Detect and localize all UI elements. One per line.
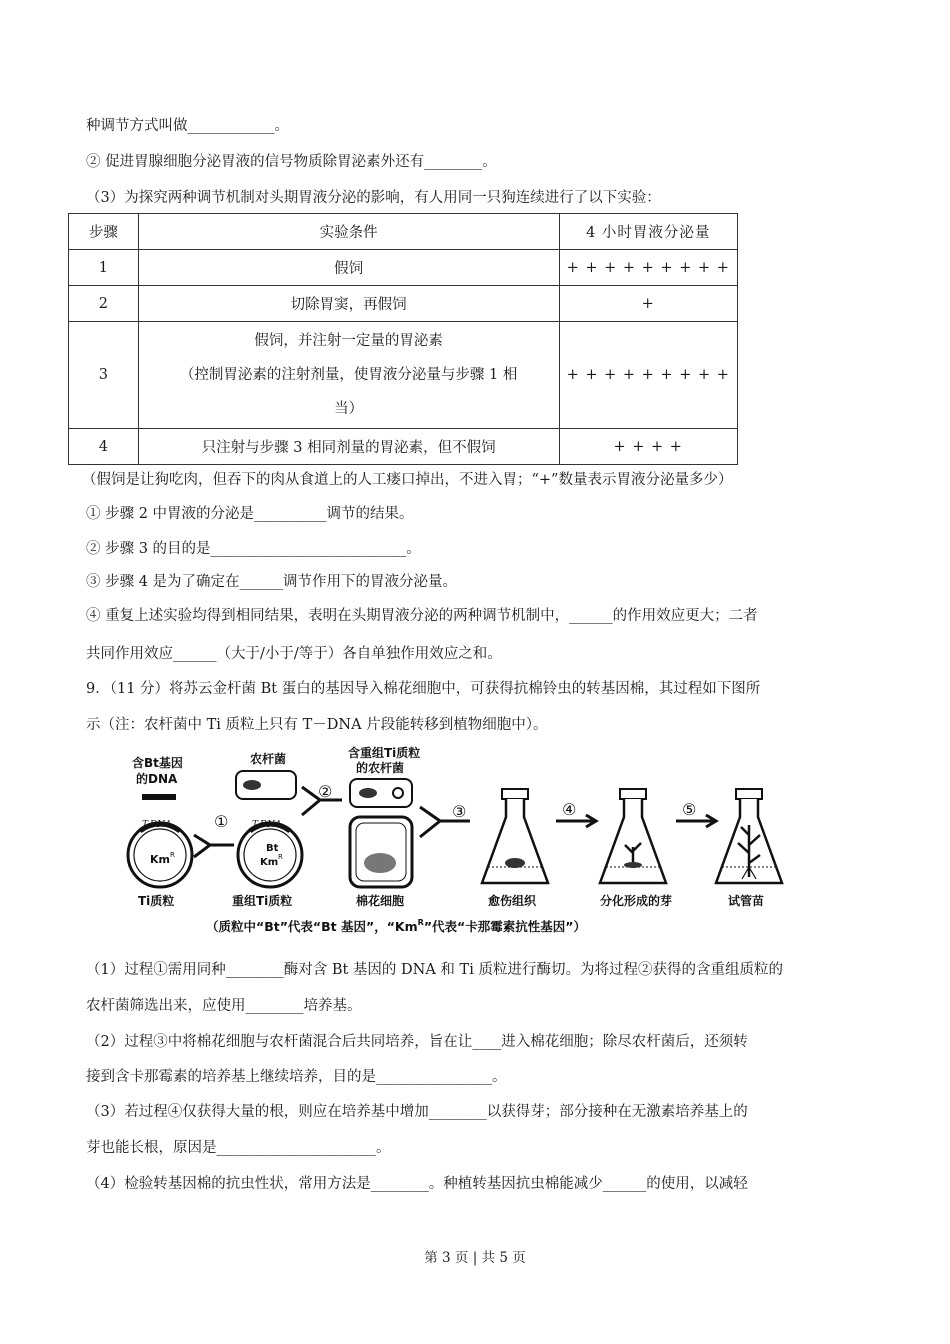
cotton-cell-icon xyxy=(350,817,412,887)
nucleus-icon xyxy=(364,853,396,873)
condition-cell: 切除胃窦，再假饲 xyxy=(138,286,559,322)
q8-sub-1: ① 步骤 2 中胃液的分泌是__________调节的结果。 xyxy=(86,506,414,522)
q9-intro-b: 示（注：农杆菌中 Ti 质粒上只有 T－DNA 片段能转移到植物细胞中）。 xyxy=(86,717,548,733)
q8-sub-4a: ④ 重复上述实验均得到相同结果，表明在头期胃液分泌的两种调节机制中，______的作用效应更大；二者 xyxy=(86,608,758,624)
dna-fragment-icon xyxy=(142,794,176,800)
q9-p1b: 农杆菌筛选出来，应使用________培养基。 xyxy=(86,998,362,1014)
amount-cell: + xyxy=(559,286,737,322)
header-condition: 实验条件 xyxy=(138,214,559,250)
recomb-agro-label-2: 的农杆菌 xyxy=(356,761,405,775)
label-callus: 愈伤组织 xyxy=(488,894,537,908)
step-cell: 1 xyxy=(69,250,139,286)
label-recombinant-plasmid: 重组Ti质粒 xyxy=(232,894,293,908)
km-label: Km xyxy=(150,853,170,866)
table-header-row xyxy=(69,214,738,250)
step-cell: 3 xyxy=(69,322,139,429)
ti-plasmid-icon xyxy=(128,820,192,887)
amount-cell: + + + + xyxy=(559,429,737,465)
label-cotton-cell: 棉花细胞 xyxy=(356,894,405,908)
page-footer: 第 3 页 | 共 5 页 xyxy=(424,1250,526,1266)
figure-caption: （质粒中“Bt”代表“Bt 基因”，“$Km^R$”代表“卡那霉素抗性基因”） xyxy=(206,918,586,934)
q8-sub-3: ③ 步骤 4 是为了确定在______调节作用下的胃液分泌量。 xyxy=(86,574,458,590)
label-buds: 分化形成的芽 xyxy=(600,894,673,908)
step-cell: 4 xyxy=(69,429,139,465)
table-note: （假饲是让狗吃肉，但吞下的肉从食道上的人工瘘口掉出，不进入胃；“+”数量表示胃液分泌量多少） xyxy=(82,472,733,488)
dna-label-1: 含Bt基因 xyxy=(132,756,183,770)
q8-line-b: ② 促进胃腺细胞分泌胃液的信号物质除胃泌素外还有________。 xyxy=(86,154,497,170)
q9-p4a: （4）检验转基因棉的抗虫性状，常用方法是________。种植转基因抗虫棉能减少______的使用，以减轻 xyxy=(86,1176,748,1192)
table-row xyxy=(69,250,738,286)
condition-line: （控制胃泌素的注射剂量，使胃液分泌量与步骤 1 相 xyxy=(179,367,518,383)
table-row xyxy=(69,322,738,429)
step-5-label: ⑤ xyxy=(682,800,697,819)
condition-line: 假饲，并注射一定量的胃泌素 xyxy=(254,333,443,349)
condition-cell xyxy=(138,322,559,429)
condition-cell: 假饲 xyxy=(138,250,559,286)
q9-p3a: （3）若过程④仅获得大量的根，则应在培养基中增加________以获得芽；部分接种在无激素培养基上的 xyxy=(86,1104,748,1120)
tdna-label-2: T-DNA xyxy=(252,820,282,830)
table-row xyxy=(69,429,738,465)
recomb-agro-label-1: 含重组Ti质粒 xyxy=(348,746,421,760)
flask-bud-icon xyxy=(600,789,666,883)
km-sup-label-2: R xyxy=(278,853,283,861)
header-amount: 4 小时胃液分泌量 xyxy=(559,214,737,250)
dna-label-2: 的DNA xyxy=(136,772,178,786)
q9-p2a: （2）过程③中将棉花细胞与农杆菌混合后共同培养，旨在让____进入棉花细胞；除尽农杆菌后，还须转 xyxy=(86,1034,748,1050)
q8-line-a: 种调节方式叫做____________。 xyxy=(86,118,289,134)
step-1-label: ① xyxy=(214,812,229,831)
amount-cell: + + + + + + + + + xyxy=(559,322,737,429)
q9-p3b: 芽也能长根，原因是______________________。 xyxy=(86,1140,391,1156)
step-3-label: ③ xyxy=(452,802,467,821)
q8-line-c: （3）为探究两种调节机制对头期胃液分泌的影响，有人用同一只狗连续进行了以下实验： xyxy=(86,190,661,206)
flask-plantlet-icon xyxy=(716,789,782,883)
step-2-label: ② xyxy=(318,782,333,801)
label-plantlet: 试管苗 xyxy=(728,894,765,908)
km-sup-label: R xyxy=(170,851,175,859)
amount-cell: + + + + + + + + + xyxy=(559,250,737,286)
agro-chromosome-icon xyxy=(243,780,261,790)
q9-intro-a: 9．（11 分）将苏云金杆菌 Bt 蛋白的基因导入棉花细胞中，可获得抗棉铃虫的转基因棉，其过程如下图所 xyxy=(86,681,761,697)
condition-cell: 只注射与步骤 3 相同剂量的胃泌素，但不假饲 xyxy=(138,429,559,465)
table-row xyxy=(69,286,738,322)
q9-p2b: 接到含卡那霉素的培养基上继续培养，目的是________________。 xyxy=(86,1069,507,1085)
tdna-label: T-DNA xyxy=(142,820,172,830)
experiment-table xyxy=(68,213,738,465)
q8-sub-2: ② 步骤 3 的目的是___________________________。 xyxy=(86,541,421,557)
agro-label: 农杆菌 xyxy=(250,752,287,766)
merge-arrow-icon xyxy=(194,835,234,857)
flask-callus-icon xyxy=(482,789,548,883)
label-ti-plasmid: Ti质粒 xyxy=(138,894,175,908)
q9-p1a: （1）过程①需用同种________酶对含 Bt 基因的 DNA 和 Ti 质粒进行酶切。为将过程②获得的含重组质粒的 xyxy=(86,962,783,978)
bt-label: Bt xyxy=(266,843,279,854)
header-step: 步骤 xyxy=(69,214,139,250)
transgenic-process-figure xyxy=(110,745,850,945)
step-4-label: ④ xyxy=(562,800,577,819)
recombinant-plasmid-icon xyxy=(238,820,302,887)
step-cell: 2 xyxy=(69,286,139,322)
condition-line: 当） xyxy=(334,401,364,417)
km-label-2: Km xyxy=(260,857,279,868)
q8-sub-4b: 共同作用效应______（大于/小于/等于）各自单独作用效应之和。 xyxy=(86,646,502,662)
